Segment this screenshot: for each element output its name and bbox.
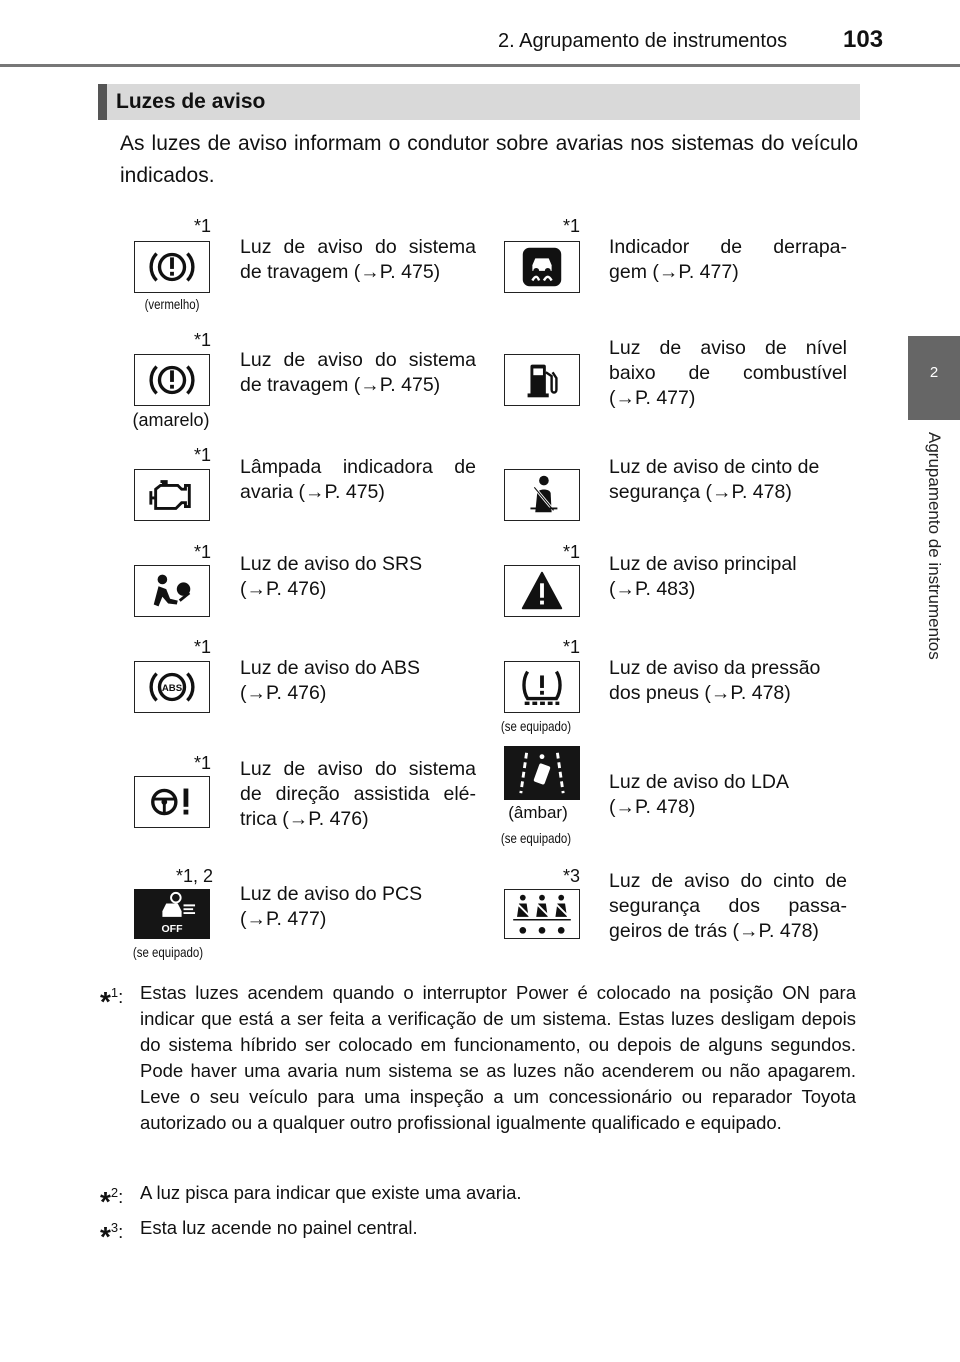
section-title-bar <box>98 84 860 120</box>
slip-indicator-icon <box>504 241 580 293</box>
light-description: Luz de aviso do sistema de travagem (→P. 475) <box>240 349 476 396</box>
icon-caption: (se equipado) <box>500 830 572 846</box>
lda-icon <box>504 746 580 800</box>
footnote-mark: *1 <box>194 216 212 236</box>
running-header-section: 2. Agrupamento de instrumentos <box>498 30 788 52</box>
light-description: Indicador de derrapa- gem (→P. 477) <box>609 236 847 283</box>
footnote-mark: *1 <box>194 330 212 350</box>
brake-warning-icon <box>134 241 210 293</box>
brake-warning-icon <box>134 354 210 406</box>
light-description: Luz de aviso da pressão dos pneus (→P. 478) <box>609 657 821 704</box>
light-description: Lâmpada indicadora de avaria (→P. 475) <box>240 456 476 503</box>
tire-pressure-icon <box>504 661 580 713</box>
light-description: Luz de aviso do cinto de segurança dos passa- geiros de trás (→P. 478) <box>609 870 847 942</box>
footnote-mark: *1 <box>563 637 581 657</box>
intro-paragraph: As luzes de aviso informam o condutor sobre avarias nos sistemas do veículo indicados. <box>120 132 858 187</box>
footnote-mark: *1 <box>194 445 212 465</box>
icon-caption: (se equipado) <box>500 718 572 734</box>
fuel-pump-icon <box>504 354 580 406</box>
chapter-number: 2 <box>929 364 939 381</box>
footnote-mark: *1 <box>194 637 212 657</box>
abs-icon <box>134 661 210 713</box>
footnote-3: *$^3$: Esta luz acende no painel central. <box>100 1217 418 1252</box>
footnote-1: *$^1$: Estas luzes acendem quando o interruptor Power é colocado na posição ON para indicar que está a ser feita a verificação de um sistema. Estas luzes desligam depois do sistema híbrido ser colocado em funcionamento, ou depois de alguns segundos. Pode haver uma avaria num sistema se as luzes não acenderem ou não apagarem. Leve o seu veículo para uma inspeção a um concessionário ou reparador Toyota autorizado ou a qualquer outro profissional igualmente qualificado e equipado. <box>100 982 856 1133</box>
page-number: 103 <box>843 26 884 53</box>
check-engine-icon <box>134 469 210 521</box>
footnote-mark: *1, 2 <box>176 866 214 886</box>
light-description: Luz de aviso do LDA (→P. 478) <box>609 771 789 818</box>
chapter-tab <box>908 336 960 420</box>
light-description: Luz de aviso do ABS (→P. 476) <box>240 657 420 704</box>
footnote-2: *$^2$: A luz pisca para indicar que existe uma avaria. <box>100 1182 522 1217</box>
eps-warning-icon <box>134 776 210 828</box>
light-description: Luz de aviso do sistema de travagem (→P. 475) <box>240 236 476 283</box>
light-description: Luz de aviso de cinto de segurança (→P. 478) <box>609 456 820 503</box>
master-warning-icon <box>504 565 580 617</box>
svg-text:ABS: ABS <box>161 682 183 694</box>
rear-seatbelt-icon <box>504 889 580 939</box>
icon-caption: (vermelho) <box>144 296 200 312</box>
footnote-mark: *1 <box>563 216 581 236</box>
light-description: Luz de aviso de nível baixo de combustível (→P. 477) <box>609 337 847 409</box>
light-description: Luz de aviso do PCS (→P. 477) <box>240 883 423 930</box>
pcs-off-icon <box>134 889 210 939</box>
airbag-srs-icon <box>134 565 210 617</box>
chapter-tab-label: Agrupamento de instrumentos <box>925 432 944 660</box>
seatbelt-icon <box>504 469 580 521</box>
light-description: Luz de aviso do sistema de direção assistida elé- trica (→P. 476) <box>240 758 476 830</box>
footnote-mark: *1 <box>563 542 581 562</box>
icon-off-text: OFF <box>161 923 183 936</box>
footnote-mark: *1 <box>194 542 212 562</box>
light-description: Luz de aviso do SRS (→P. 476) <box>240 553 423 600</box>
light-description: Luz de aviso principal (→P. 483) <box>609 553 797 600</box>
icon-caption: (amarelo) <box>132 410 210 430</box>
icon-caption: (se equipado) <box>132 944 204 960</box>
footnote-mark: *1 <box>194 753 212 773</box>
icon-caption: (âmbar) <box>508 803 568 822</box>
footnote-mark: *3 <box>563 866 581 886</box>
header-rule <box>0 64 960 67</box>
section-title: Luzes de aviso <box>116 90 266 113</box>
